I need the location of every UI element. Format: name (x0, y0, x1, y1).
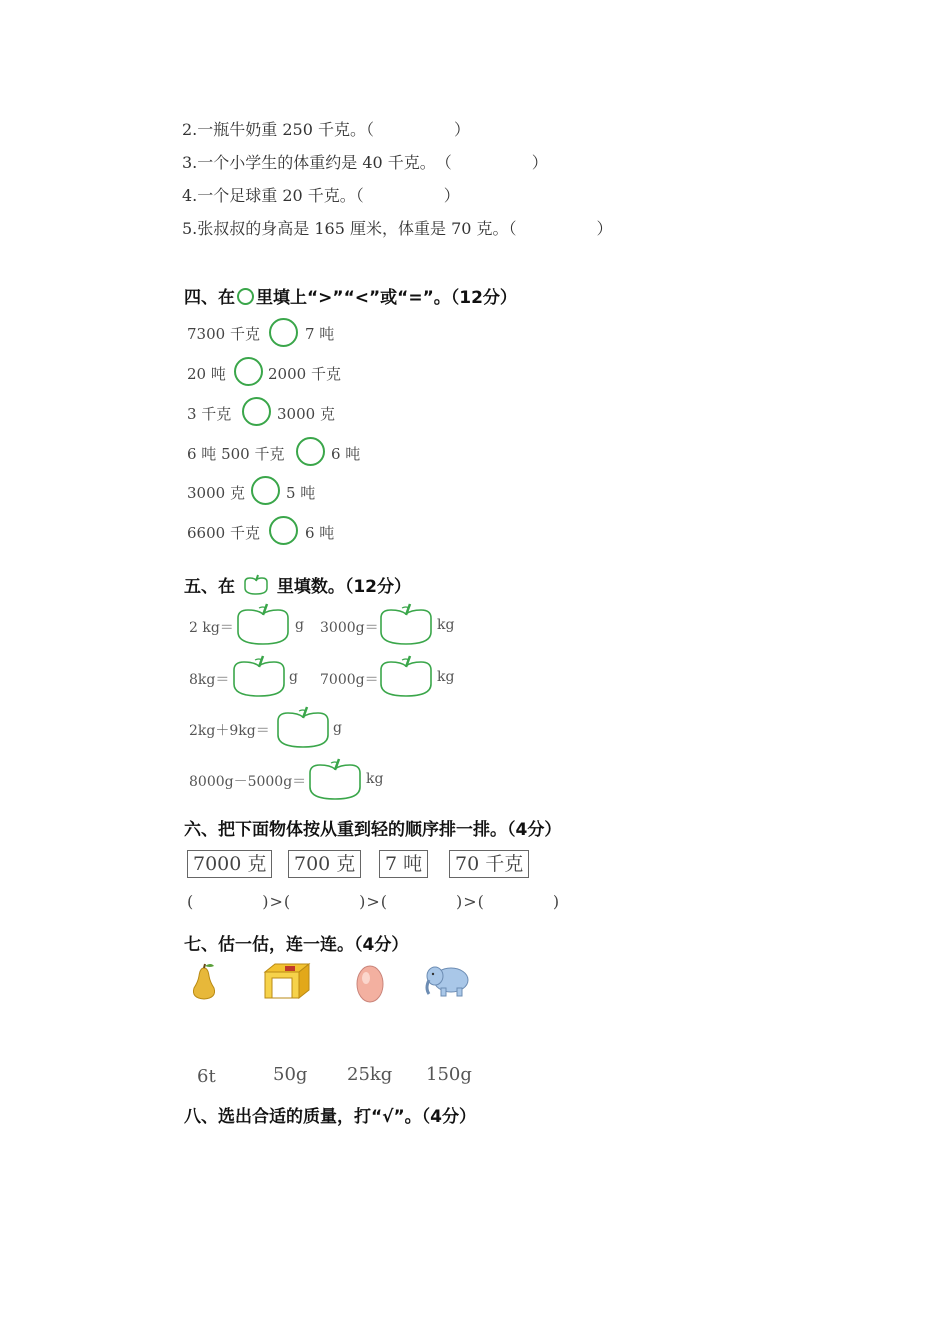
fill-left-4: 7000g＝ (320, 672, 379, 688)
apple-input-3[interactable] (230, 654, 288, 700)
weight-box-3: 7 吨 (379, 850, 428, 878)
compare-circle-3[interactable] (242, 397, 271, 426)
compare-circle-4[interactable] (296, 437, 325, 466)
compare-right-3: 3000 克 (277, 405, 335, 423)
section5-title (184, 572, 411, 597)
section5-title-prefix: 五、在 (184, 577, 235, 597)
fill-left-1: 2 kg＝ (189, 620, 234, 636)
weight-option-4[interactable]: 150g (426, 1064, 472, 1085)
weight-option-2[interactable]: 50g (273, 1064, 308, 1085)
section5-title-suffix: 里填数。（12分） (276, 577, 412, 597)
section7-title: 七、估一估，连一连。（4分） (184, 935, 409, 955)
compare-circle-5[interactable] (251, 476, 280, 505)
elephant-icon[interactable] (423, 962, 473, 998)
fill-unit-4: kg (437, 669, 455, 685)
fill-unit-6: kg (366, 771, 384, 787)
fill-left-3: 8kg＝ (189, 672, 230, 688)
compare-left-2: 20 吨 (187, 365, 226, 383)
weight-box-1: 7000 克 (187, 850, 272, 878)
compare-circle-1[interactable] (269, 318, 298, 347)
judge-item-5: 5.张叔叔的身高是 165 厘米，体重是 70 克。（ ） (182, 219, 613, 238)
compare-left-5: 3000 克 (187, 484, 245, 502)
compare-right-2: 2000 千克 (268, 365, 341, 383)
apple-icon (241, 574, 271, 596)
fill-unit-3: g (289, 669, 298, 685)
judge-item-4: 4.一个足球重 20 千克。（ ） (182, 186, 460, 205)
compare-right-4: 6 吨 (331, 445, 361, 463)
judge-item-3: 3.一个小学生的体重约是 40 千克。 （ ） (182, 153, 548, 172)
apple-input-4[interactable] (377, 654, 435, 700)
section8-title: 八、选出合适的质量，打“√”。（4分） (184, 1107, 477, 1127)
apple-input-1[interactable] (234, 602, 292, 648)
circle-icon (237, 288, 254, 305)
section6-title: 六、把下面物体按从重到轻的顺序排一排。（4分） (184, 820, 562, 840)
weight-box-2: 700 克 (288, 850, 361, 878)
section4-title-prefix: 四、在 (184, 288, 235, 308)
compare-circle-6[interactable] (269, 516, 298, 545)
fill-unit-1: g (295, 617, 304, 633)
apple-input-5[interactable] (274, 705, 332, 751)
weight-box-4: 70 千克 (449, 850, 529, 878)
compare-left-3: 3 千克 (187, 405, 232, 423)
compare-right-5: 5 吨 (286, 484, 316, 502)
weight-option-3[interactable]: 25kg (347, 1064, 393, 1085)
apple-input-2[interactable] (377, 602, 435, 648)
judge-item-2: 2.一瓶牛奶重 250 千克。（ ） (182, 120, 470, 139)
apple-input-6[interactable] (306, 757, 364, 803)
order-answer-line[interactable]: ( )>( )>( )>( ) (187, 892, 561, 911)
fill-unit-5: g (333, 720, 342, 736)
fill-left-5: 2kg＋9kg＝ (189, 723, 270, 739)
compare-left-4: 6 吨 500 千克 (187, 445, 285, 463)
fill-unit-2: kg (437, 617, 455, 633)
desk-icon[interactable] (261, 962, 311, 1000)
compare-left-1: 7300 千克 (187, 325, 260, 343)
compare-circle-2[interactable] (234, 357, 263, 386)
compare-right-6: 6 吨 (305, 524, 335, 542)
egg-icon[interactable] (354, 962, 386, 1004)
weight-option-1[interactable]: 6t (197, 1066, 216, 1087)
section4-title (184, 283, 517, 308)
section4-title-suffix: 里填上“>”“<”或“=”。（12分） (256, 288, 517, 308)
pear-icon[interactable] (186, 962, 222, 1002)
fill-left-2: 3000g＝ (320, 620, 379, 636)
compare-left-6: 6600 千克 (187, 524, 260, 542)
fill-left-6: 8000g－5000g＝ (189, 774, 307, 790)
compare-right-1: 7 吨 (305, 325, 335, 343)
